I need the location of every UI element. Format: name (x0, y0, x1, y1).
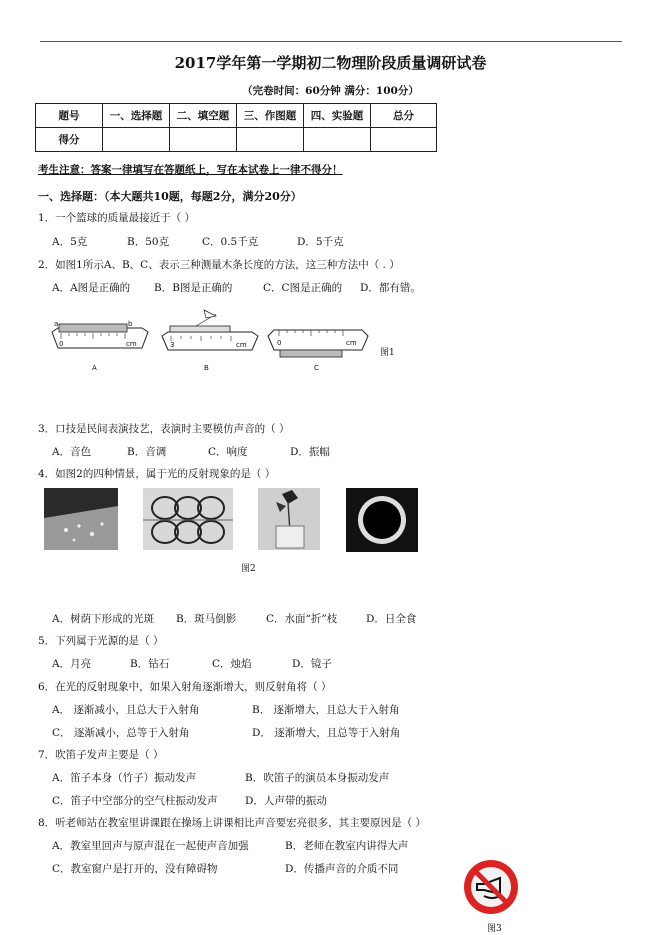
question-2-stem: 2．如图1所示A、B、C、表示三种测量木条长度的方法，这三种方法中（ . ） (38, 259, 400, 271)
question-7-option-a: A．笛子本身（竹子）振动发声 (52, 772, 197, 784)
question-3-stem: 3．口技是民间表演技艺，表演时主要模仿声音的（ ） (38, 423, 290, 435)
table-row (36, 104, 437, 128)
figure-2-caption: 图2 (241, 564, 256, 574)
question-3-option-a: A．音色 (52, 446, 92, 458)
question-8-option-a: A．教室里回声与原声混在一起使声音加强 (52, 840, 249, 852)
question-3-option-b: B．音调 (127, 446, 167, 458)
question-1-option-d: D．5千克 (297, 236, 344, 248)
ruler-c (268, 330, 368, 372)
table-cell[interactable] (371, 128, 437, 152)
question-1-option-b: B．50克 (127, 236, 170, 248)
figure-1-label-b: B (204, 364, 209, 372)
question-8-option-b: B．老师在教室内讲得大声 (285, 840, 409, 852)
eye-icon (204, 310, 216, 318)
cm-mark-c: cm (346, 339, 357, 347)
no-horn-sign-icon (462, 858, 520, 916)
cm-mark-b: cm (236, 341, 247, 349)
question-4-option-d: D．日全食 (366, 613, 417, 625)
question-1-option-a: A．5克 (52, 236, 88, 248)
table-cell[interactable] (304, 128, 371, 152)
ruler-b (162, 310, 258, 372)
question-6-option-d: D． 逐渐增大，且总等于入射角 (252, 727, 401, 739)
table-cell: 二、填空题 (170, 104, 237, 128)
notice-text: 考生注意：答案一律填写在答题纸上，写在本试卷上一律不得分！ (38, 164, 343, 176)
question-8-option-c: C．教室窗户是打开的，没有障碍物 (52, 863, 218, 875)
question-6-option-c: C． 逐渐减小，总等于入射角 (52, 727, 190, 739)
table-cell: 四、实验题 (304, 104, 371, 128)
question-5-stem: 5．下列属于光源的是（ ） (38, 635, 164, 647)
end-mark-a1: a (54, 320, 59, 328)
question-6-option-b: B． 逐渐增大，且总大于入射角 (252, 704, 400, 716)
question-4-option-b: B．斑马倒影 (176, 613, 237, 625)
b-start-mark: 3 (170, 341, 175, 349)
question-2-option-b: B．B图是正确的 (154, 282, 233, 294)
question-8-option-d: D．传播声音的介质不同 (285, 863, 399, 875)
exam-info: （完卷时间：60分钟 满分：100分） (242, 85, 419, 97)
table-cell: 三、作图题 (237, 104, 304, 128)
question-1-option-c: C．0.5千克 (202, 236, 259, 248)
table-cell[interactable] (170, 128, 237, 152)
end-mark-b1: b (128, 320, 133, 328)
zero-mark-a: 0 (59, 340, 64, 348)
question-7-option-c: C．笛子中空部分的空气柱振动发声 (52, 795, 218, 807)
table-row (36, 128, 437, 152)
page-title: 2017学年第一学期初二物理阶段质量调研试卷 (174, 54, 487, 72)
question-7-option-b: B．吹笛子的演员本身振动发声 (245, 772, 390, 784)
question-4-option-c: C．水面“折”枝 (266, 613, 338, 625)
figure-2-photo-c (258, 488, 320, 550)
question-3-option-d: D．振幅 (290, 446, 330, 458)
question-2-option-c: C．C图是正确的 (263, 282, 343, 294)
table-cell[interactable] (103, 128, 170, 152)
question-2-option-a: A．A图是正确的 (52, 282, 131, 294)
figure-2-photo-d (346, 488, 418, 552)
score-table (35, 103, 437, 152)
question-3-option-c: C．响度 (208, 446, 248, 458)
figure-1-label-c: C (314, 364, 319, 372)
table-cell: 总分 (371, 104, 437, 128)
figure-1-caption: 图1 (380, 348, 395, 358)
question-4-option-a: A．树荫下形成的光斑 (52, 613, 155, 625)
table-cell[interactable] (237, 128, 304, 152)
question-4-stem: 4．如图2的四种情景，属于光的反射现象的是（ ） (38, 468, 276, 480)
wood-strip-a (59, 324, 127, 332)
table-cell: 得分 (36, 128, 103, 152)
zero-mark-c: 0 (277, 339, 282, 347)
wood-strip-c (280, 350, 342, 357)
figure-1-label-a: A (92, 364, 97, 372)
question-5-option-b: B．钻石 (130, 658, 170, 670)
figure-2-photo-a (44, 488, 118, 550)
figure-3-caption: 图3 (487, 924, 502, 934)
section-heading: 一、选择题：（本大题共10题，每题2分，满分20分） (38, 190, 302, 203)
figure-1-rulers (46, 306, 426, 376)
question-8-stem: 8．听老师站在教室里讲课跟在操场上讲课相比声音要宏亮很多，其主要原因是（ ） (38, 817, 427, 829)
wood-strip-b (170, 326, 230, 332)
question-5-option-a: A．月亮 (52, 658, 92, 670)
table-cell: 一、选择题 (103, 104, 170, 128)
question-6-option-a: A． 逐渐减小，且总大于入射角 (52, 704, 200, 716)
figure-2-photo-b (143, 488, 233, 550)
question-7-stem: 7．吹笛子发声主要是（ ） (38, 749, 164, 761)
question-2-option-d: D．都有错。 (360, 282, 421, 294)
question-5-option-c: C．烛焰 (212, 658, 252, 670)
question-6-stem: 6．在光的反射现象中，如果入射角逐渐增大，则反射角将（ ） (38, 681, 332, 693)
question-5-option-d: D．镜子 (292, 658, 332, 670)
table-cell: 题号 (36, 104, 103, 128)
cm-mark-a: cm (126, 340, 137, 348)
question-1-stem: 1．一个篮球的质量最接近于（ ） (38, 212, 196, 224)
top-rule (40, 41, 622, 42)
question-7-option-d: D．人声带的振动 (245, 795, 327, 807)
ruler-a (52, 320, 148, 372)
